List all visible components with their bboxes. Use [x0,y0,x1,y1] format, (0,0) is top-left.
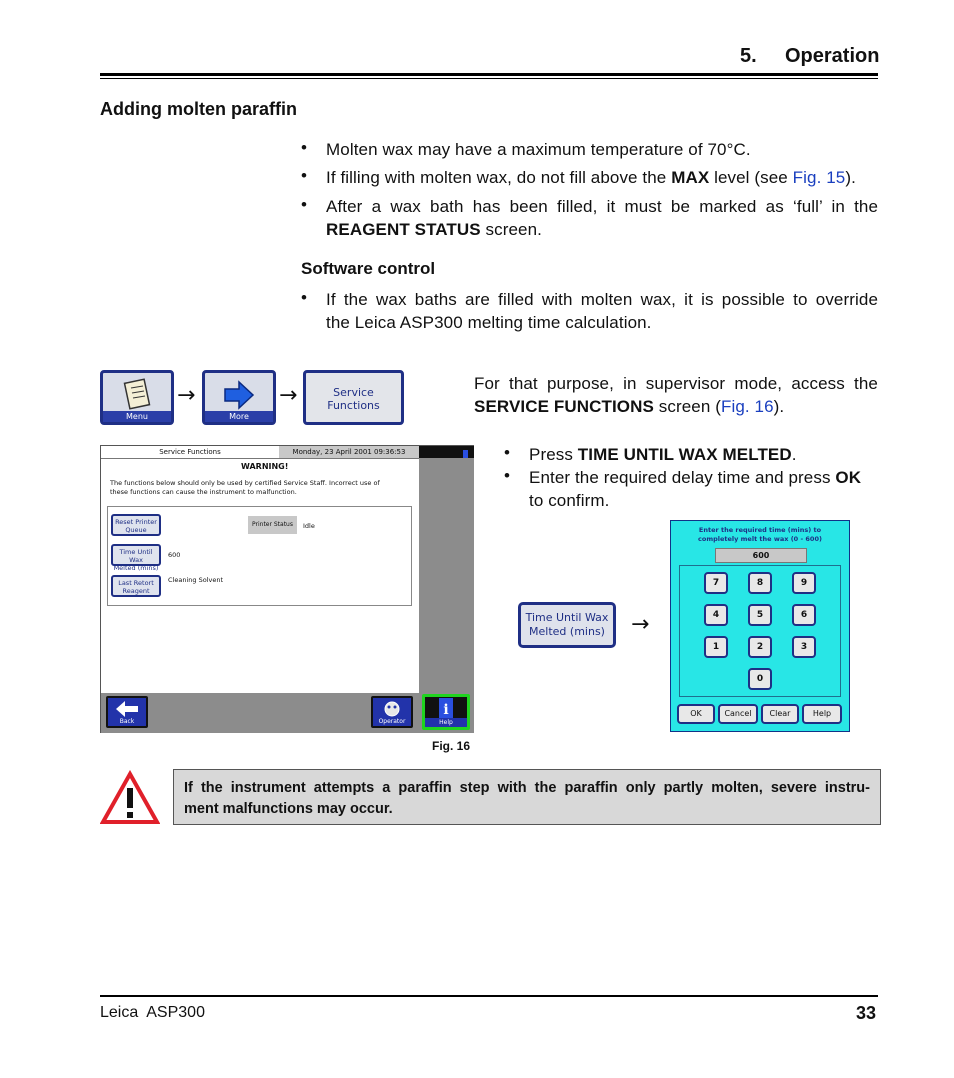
keypad-clear-button[interactable]: Clear [761,704,799,724]
operator-button[interactable] [371,696,413,728]
last-retort-button[interactable] [111,575,161,597]
text: For that purpose, in supervisor mode, access the [474,374,878,393]
screen-side-panel [419,458,474,693]
text: ). [773,397,785,416]
step-press [529,443,797,466]
warning-line-2: ment malfunctions may occur. [184,801,393,817]
header-rule-thin [100,78,878,79]
bullet-dot: • [301,288,307,307]
screen-warning-line1: The functions below should only be used by certified Service Staff. Incorrect use of [110,479,380,487]
back-label: Back [119,718,135,725]
key-3[interactable]: 3 [792,636,816,658]
keypad-ok-button[interactable]: OK [677,704,715,724]
key-1[interactable]: 1 [704,636,728,658]
text-service-functions: SERVICE FUNCTIONS [474,397,654,416]
bullet-dot: • [504,466,510,485]
service-functions-screen [100,445,474,733]
bullet-override [326,288,878,334]
text: Time Until Wax [119,548,153,564]
screen-statusbar [419,446,474,458]
footer-product: Leica ASP300 [100,1004,205,1021]
info-icon [425,697,467,719]
keypad-prompt-1: Enter the required time (mins) to [698,526,822,534]
text: screen. [480,220,542,239]
screen-date: Monday, 23 April 2001 09:36:53 [279,446,419,459]
menu-label: Menu [103,411,171,422]
text: Enter the required delay time and press [529,468,836,487]
key-2[interactable]: 2 [748,636,772,658]
arrow: → [279,383,298,408]
arrow-right-icon [205,375,273,413]
operator-label: Operator [378,718,406,725]
menu-button[interactable] [100,370,174,425]
text: Press [529,445,578,464]
text: Time Until Wax [525,611,609,624]
time-until-wax-button[interactable] [111,544,161,572]
svg-text:i: i [443,702,449,718]
screen-warning-title: WARNING! [241,462,289,471]
text-time-until: TIME UNTIL WAX MELTED [577,445,792,464]
help-button[interactable] [422,694,470,730]
figure-caption: Fig. 16 [432,739,471,753]
arrow: → [177,383,196,408]
text: Melted (mins) [529,625,605,638]
bullet-dot: • [301,138,307,157]
text: . [791,445,797,464]
keypad-cancel-button[interactable]: Cancel [718,704,758,724]
bullet-dot: • [504,443,510,462]
step-enter [529,466,878,512]
bullet-dot: • [301,195,307,214]
key-7[interactable]: 7 [704,572,728,594]
bullet-max-temp: Molten wax may have a maximum temperature of 70°C. [326,140,751,159]
text: to confirm. [529,491,610,510]
key-5[interactable]: 5 [748,604,772,626]
service-label-2: Functions [327,399,380,412]
service-functions-button[interactable] [303,370,404,425]
fig15-link[interactable]: Fig. 15 [792,168,846,187]
time-until-wax-big-button[interactable] [518,602,616,648]
fig16-link[interactable]: Fig. 16 [720,397,774,416]
text: Reagent [122,587,150,595]
more-label: More [205,411,273,422]
warning-line-1: If the instrument attempts a paraffin step with the paraffin only partly molten, severe instru- [184,780,870,796]
text: ). [845,168,856,187]
text-reagent-status: REAGENT STATUS [326,220,481,239]
header-rule [100,73,878,76]
keypad-prompt-2: completely melt the wax (0 - 600) [698,535,822,543]
bullet-reagent-status [326,195,878,241]
text: Queue [125,526,147,534]
reset-printer-button[interactable] [111,514,161,536]
key-4[interactable]: 4 [704,604,728,626]
text: the Leica ASP300 melting time calculation. [326,313,652,332]
back-button[interactable] [106,696,148,728]
text: If the wax baths are filled with molten wax, it is possible to override [326,290,878,309]
screen-warning-line2: these functions can cause the instrument to malfunction. [110,488,297,496]
bullet-dot: • [301,166,307,185]
software-heading: Software control [301,259,436,278]
text: If filling with molten wax, do not fill above the [326,168,672,187]
time-value: 600 [168,551,181,559]
text: Last Retort [118,579,154,587]
screen-title: Service Functions [101,446,280,459]
section-title: Operation [785,45,880,67]
text-max: MAX [671,168,710,187]
text: Melted (mins) [113,564,159,572]
key-0[interactable]: 0 [748,668,772,690]
keypad-dialog [670,520,850,732]
text: screen ( [653,397,721,416]
text-ok: OK [835,468,862,487]
more-button[interactable] [202,370,276,425]
last-reagent-value: Cleaning Solvent [168,576,223,584]
keypad-value-field[interactable]: 600 [715,548,807,563]
bullet-fill-level [326,166,856,189]
warning-icon [100,770,160,826]
service-label-1: Service [333,386,374,399]
footer-rule [100,995,878,997]
printer-status-label: Printer Status [248,516,297,534]
arrow: → [631,612,650,637]
page-number: 33 [856,1003,877,1023]
page-heading: Adding molten paraffin [100,99,297,119]
key-9[interactable]: 9 [792,572,816,594]
text: After a wax bath has been filled, it must be marked as ‘full’ in the [326,197,878,216]
keypad-help-button[interactable]: Help [802,704,842,724]
help-label: Help [425,718,467,727]
screen-bottom-bar [101,693,474,733]
intro-text [474,372,878,418]
warning-box [173,769,881,825]
printer-status-value: Idle [303,522,315,530]
key-8[interactable]: 8 [748,572,772,594]
section-number: 5. [740,45,757,67]
key-6[interactable]: 6 [792,604,816,626]
text: level (see [709,168,793,187]
text: Reset Printer [115,518,157,526]
clipboard-icon [103,375,171,413]
